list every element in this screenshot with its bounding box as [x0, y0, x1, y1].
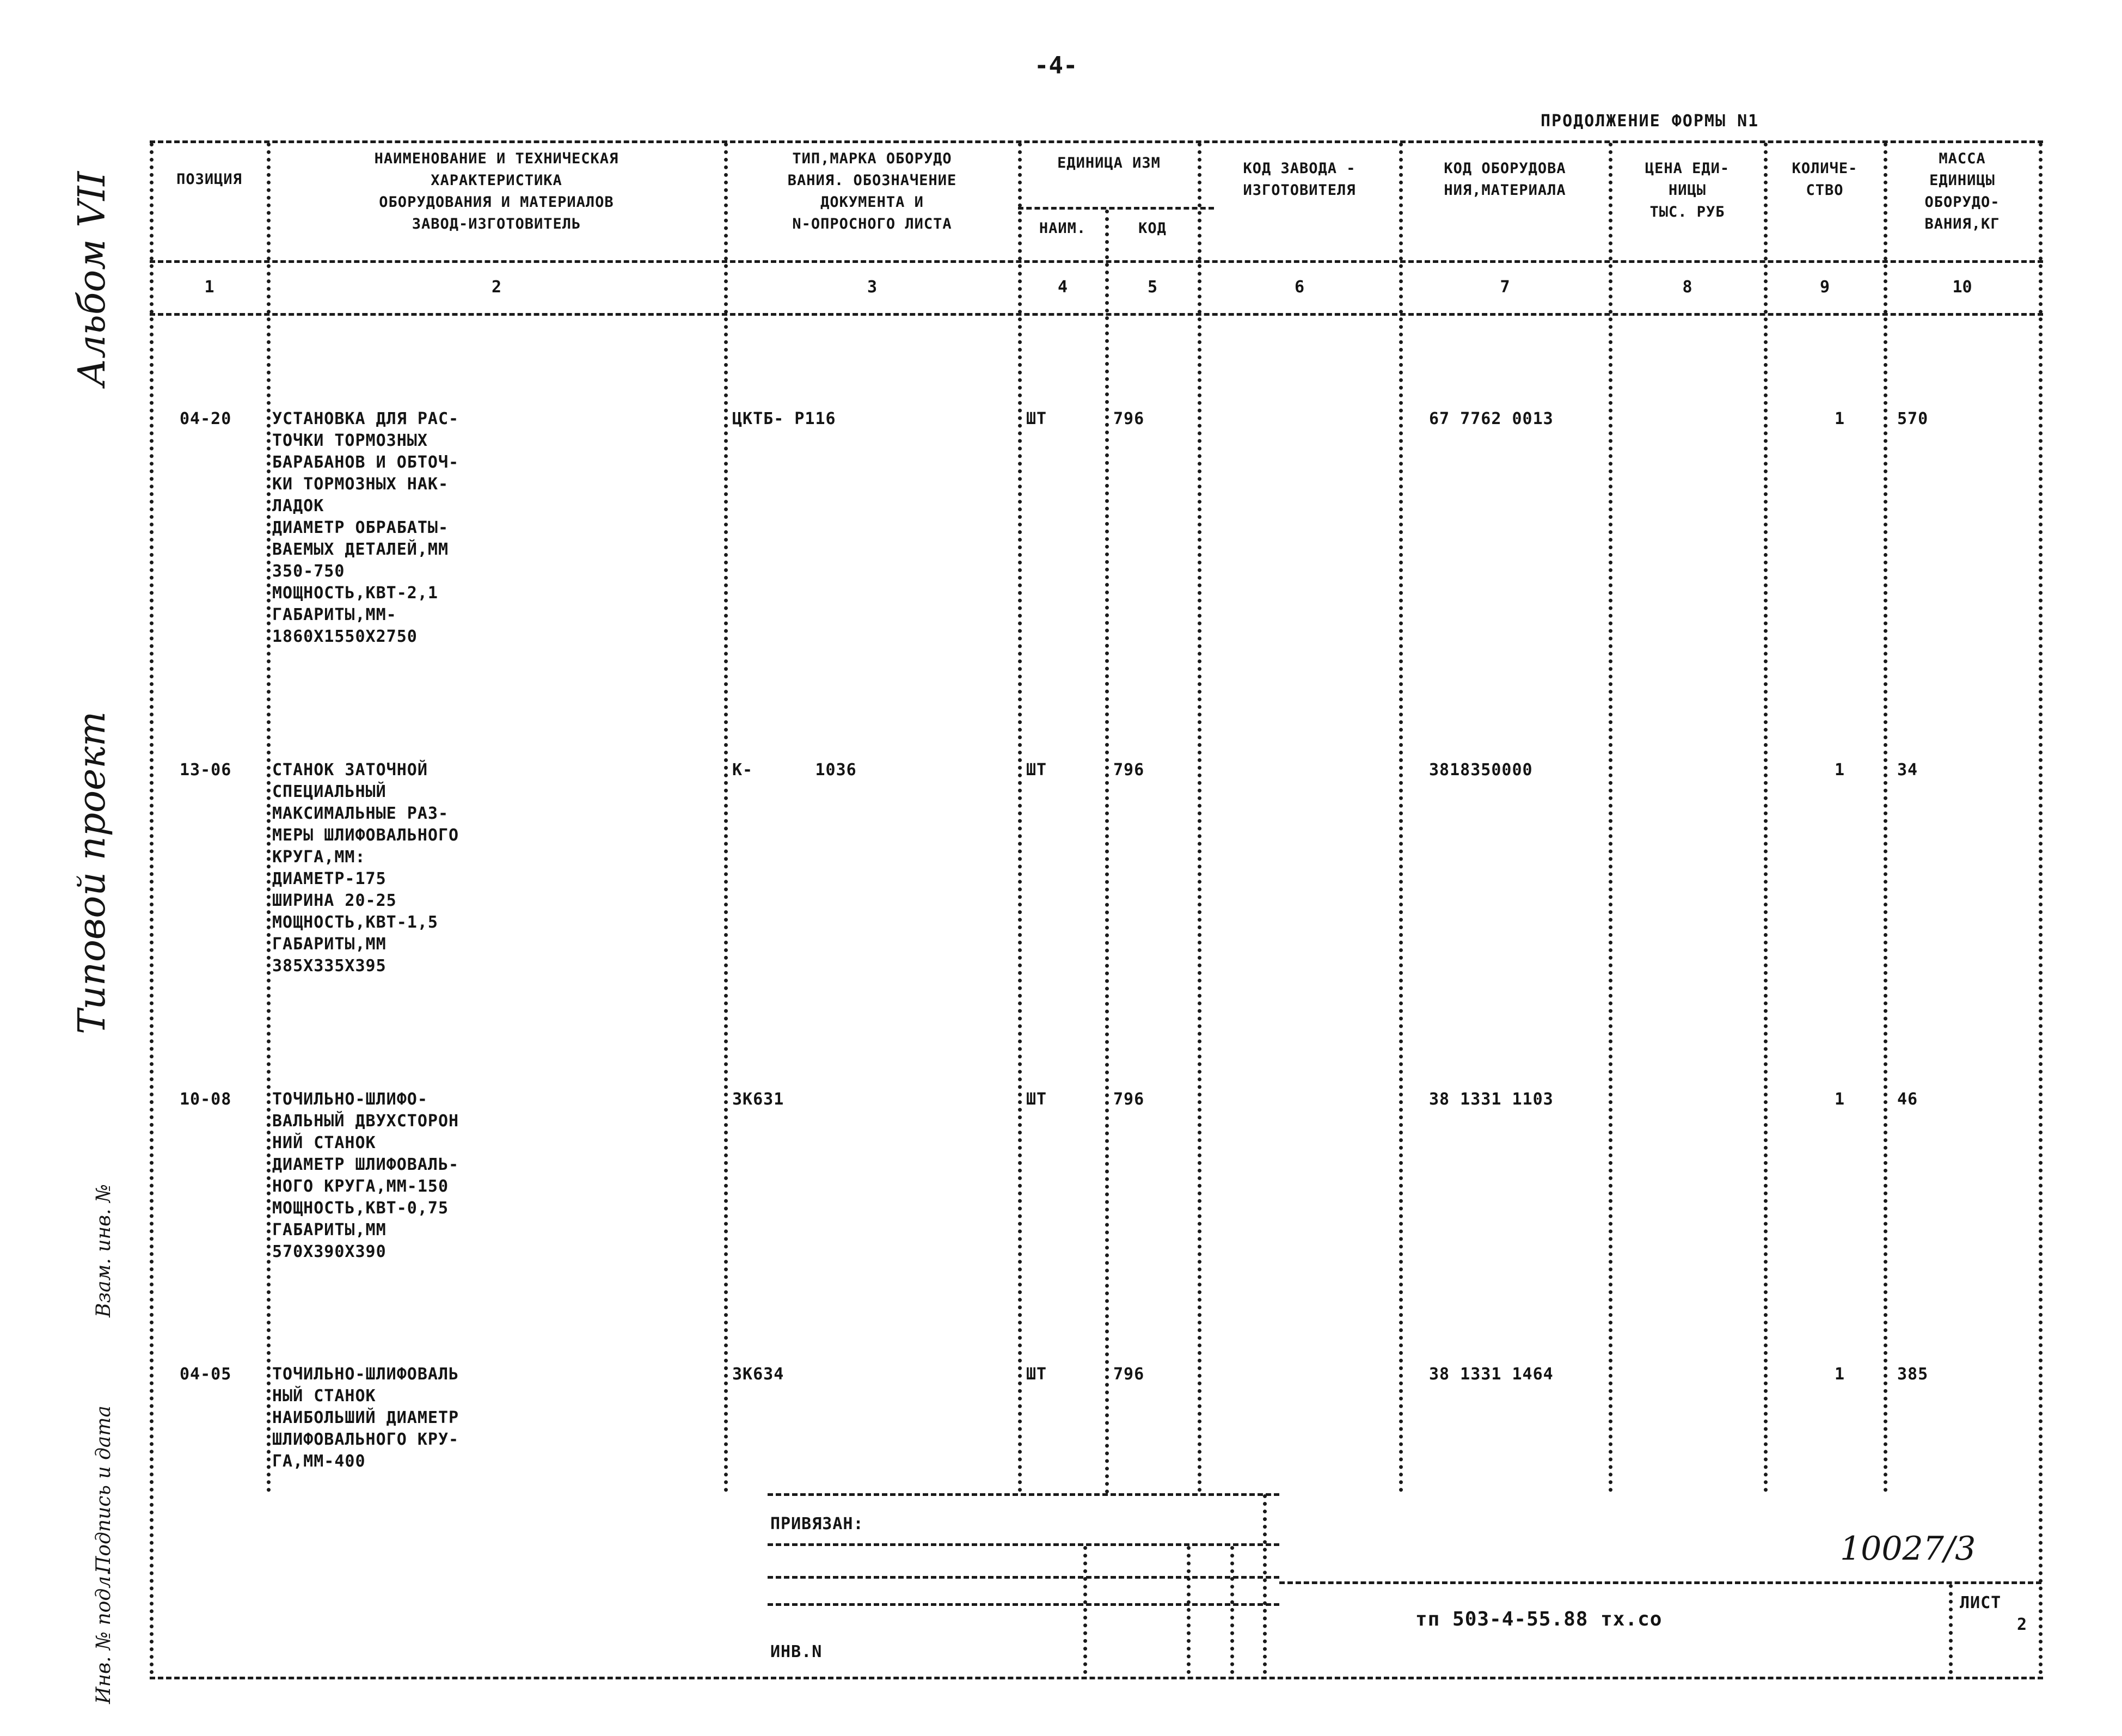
row3-equipment-code: 38 1331 1103 — [1429, 1090, 1554, 1109]
row1-position: 04-20 — [180, 409, 232, 428]
rule-header-bottom — [150, 260, 2043, 263]
colnum-7: 7 — [1500, 278, 1510, 297]
row2-name: СТАНОК ЗАТОЧНОЙ СПЕЦИАЛЬНЫЙ МАКСИМАЛЬНЫЕ РАЗ- МЕРЫ ШЛИФОВАЛЬНОГО КРУГА,ММ: ДИАМЕТР-175 ШИРИНА 20-25 МОЩНОСТЬ,КВТ-1,5 ГАБАРИТЫ,ММ 385Х335Х395 — [272, 760, 459, 976]
row1-unit: ШТ — [1026, 409, 1047, 428]
header-quantity: КОЛИЧЕ- СТВО — [1792, 160, 1858, 199]
stamp-vline-right — [1263, 1494, 1267, 1674]
vline-7 — [1609, 143, 1612, 1493]
stamp-inv: ИНВ.N — [770, 1642, 823, 1661]
row3-position: 10-08 — [180, 1090, 232, 1109]
vline-4 — [1105, 210, 1109, 1494]
row1-mass: 570 — [1897, 409, 1929, 428]
rule-stamp-4 — [768, 1603, 1279, 1606]
stamp-sheet-value: 2 — [2017, 1615, 2028, 1634]
colnum-5: 5 — [1147, 278, 1158, 297]
rule-colnum-bottom — [150, 313, 2043, 316]
row1-quantity: 1 — [1835, 409, 1845, 428]
row4-name: ТОЧИЛЬНО-ШЛИФОВАЛЬ НЫЙ СТАНОК НАИБОЛЬШИЙ ДИАМЕТР ШЛИФОВАЛЬНОГО КРУ- ГА,ММ-400 — [272, 1365, 459, 1471]
colnum-6: 6 — [1294, 278, 1305, 297]
row3-type: 3К631 — [732, 1090, 784, 1109]
row1-equipment-code: 67 7762 0013 — [1429, 409, 1554, 428]
row1-code: 796 — [1113, 409, 1145, 428]
colnum-1: 1 — [204, 278, 214, 297]
header-position: ПОЗИЦИЯ — [176, 171, 242, 188]
margin-album: Альбом VII — [71, 171, 114, 387]
row3-mass: 46 — [1897, 1090, 1918, 1109]
stamp-handwritten-number: 10027/3 — [1840, 1530, 1976, 1568]
row2-mass: 34 — [1897, 760, 1918, 780]
margin-inv: Инв. № подл. — [93, 1569, 115, 1704]
row1-type: ЦКТБ- Р116 — [732, 409, 836, 428]
header-name: НАИМЕНОВАНИЕ И ТЕХНИЧЕСКАЯ ХАРАКТЕРИСТИКА ОБОРУДОВАНИЯ И МАТЕРИАЛОВ ЗАВОД-ИЗГОТОВИТЕЛЬ — [374, 150, 619, 232]
stamp-privyazan: ПРИВЯЗАН: — [770, 1514, 864, 1533]
row1-name: УСТАНОВКА ДЛЯ РАС- ТОЧКИ ТОРМОЗНЫХ БАРАБАНОВ И ОБТОЧ- КИ ТОРМОЗНЫХ НАК- ЛАДОК ДИАМЕТР ОБРАБАТЫ- ВАЕМЫХ ДЕТАЛЕЙ,ММ 350-750 МОЩНОСТЬ,КВТ-2,1 ГАБАРИТЫ,ММ- 1860Х1550Х2750 — [272, 409, 459, 646]
colnum-4: 4 — [1057, 278, 1068, 297]
row4-position: 04-05 — [180, 1365, 232, 1384]
vline-0 — [150, 143, 154, 1675]
row3-code: 796 — [1113, 1090, 1145, 1109]
rule-stamp-3 — [768, 1576, 1279, 1579]
margin-signature: Подпись и дата — [93, 1406, 115, 1573]
vline-1 — [267, 143, 271, 1493]
row4-code: 796 — [1113, 1365, 1145, 1384]
rule-stamp-right — [1279, 1581, 2041, 1584]
rule-unit-split — [1018, 207, 1214, 210]
rule-stamp-2 — [768, 1543, 1279, 1546]
header-equipment-code: КОД ОБОРУДОВА НИЯ,МАТЕРИАЛА — [1444, 160, 1566, 199]
vline-10 — [2039, 143, 2043, 1675]
colnum-9: 9 — [1819, 278, 1830, 297]
row3-quantity: 1 — [1835, 1090, 1845, 1109]
rule-top — [150, 140, 2043, 143]
vline-6 — [1399, 143, 1403, 1493]
colnum-10: 10 — [1952, 278, 1972, 297]
row2-quantity: 1 — [1835, 760, 1845, 780]
row4-mass: 385 — [1897, 1365, 1929, 1384]
vline-8 — [1764, 143, 1768, 1493]
row2-type: К- 1036 — [732, 760, 857, 780]
row4-equipment-code: 38 1331 1464 — [1429, 1365, 1554, 1384]
colnum-2: 2 — [491, 278, 502, 297]
margin-project: Типовой проект — [71, 711, 114, 1034]
row2-code: 796 — [1113, 760, 1145, 780]
form-title: ПРОДОЛЖЕНИЕ ФОРМЫ N1 — [1541, 112, 1759, 131]
stamp-vline-c — [1230, 1546, 1234, 1674]
row2-unit: ШТ — [1026, 760, 1047, 780]
page-number: -4- — [1034, 52, 1078, 79]
rule-bottom — [150, 1677, 2043, 1679]
header-unit-code: КОД — [1138, 220, 1167, 237]
row2-position: 13-06 — [180, 760, 232, 780]
stamp-sheet-label: ЛИСТ — [1960, 1593, 2002, 1612]
row4-quantity: 1 — [1835, 1365, 1845, 1384]
header-mass: МАССА ЕДИНИЦЫ ОБОРУДО- ВАНИЯ,КГ — [1924, 150, 2000, 232]
vline-2 — [724, 143, 728, 1493]
header-price: ЦЕНА ЕДИ- НИЦЫ ТЫС. РУБ — [1645, 160, 1730, 220]
vline-9 — [1884, 143, 1887, 1493]
header-plant-code: КОД ЗАВОДА - ИЗГОТОВИТЕЛЯ — [1243, 160, 1356, 199]
stamp-vline-a — [1083, 1546, 1087, 1674]
row3-unit: ШТ — [1026, 1090, 1047, 1109]
header-unit: ЕДИНИЦА ИЗМ — [1057, 155, 1161, 171]
row3-name: ТОЧИЛЬНО-ШЛИФО- ВАЛЬНЫЙ ДВУХСТОРОН НИЙ СТАНОК ДИАМЕТР ШЛИФОВАЛЬ- НОГО КРУГА,ММ-150 МОЩНОСТЬ,КВТ-0,75 ГАБАРИТЫ,ММ 570Х390Х390 — [272, 1090, 459, 1261]
stamp-document-code: тп 503-4-55.88 тх.со — [1415, 1608, 1663, 1630]
header-unit-name: НАИМ. — [1039, 220, 1087, 237]
margin-vzam: Взам. инв. № — [93, 1183, 115, 1317]
rule-stamp-top — [768, 1493, 1279, 1496]
colnum-3: 3 — [867, 278, 878, 297]
row2-equipment-code: 3818350000 — [1429, 760, 1533, 780]
vline-3 — [1018, 143, 1022, 1493]
row4-type: 3К634 — [732, 1365, 784, 1384]
row4-unit: ШТ — [1026, 1365, 1047, 1384]
header-type: ТИП,МАРКА ОБОРУДО ВАНИЯ. ОБОЗНАЧЕНИЕ ДОКУМЕНТА И N-ОПРОСНОГО ЛИСТА — [787, 150, 957, 232]
vline-5 — [1198, 143, 1201, 1493]
colnum-8: 8 — [1682, 278, 1692, 297]
stamp-vline-sheet — [1949, 1584, 1953, 1674]
stamp-vline-b — [1187, 1546, 1191, 1674]
